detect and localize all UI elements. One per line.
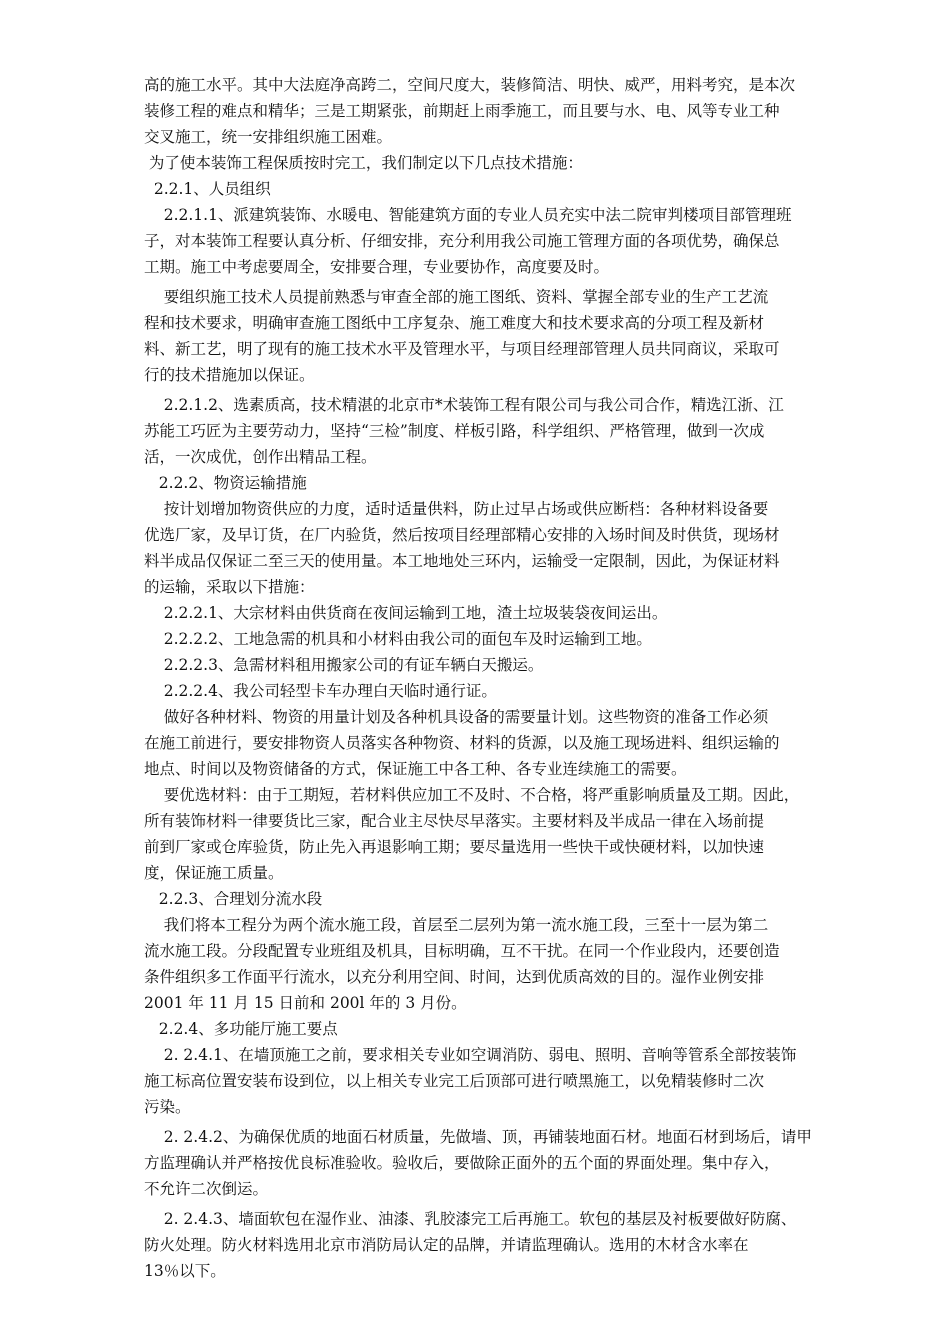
paragraph-2-2-4-2 <box>144 1124 810 1202</box>
text-line: 在施工前进行，要安排物资人员落实各种物资、材料的货源，以及施工现场进料、组织运输的 <box>144 734 780 752</box>
heading-text: 2.2.3、合理划分流水段 <box>144 890 323 908</box>
text-line: 所有装饰材料一律要货比三家，配合业主尽快尽早落实。主要材料及半成品一律在入场前提 <box>144 812 765 830</box>
text-line: 苏能工巧匠为主要劳动力，坚持“三检”制度、样板引路，科学组织、严格管理，做到一次成 <box>144 422 765 440</box>
text-line: 工期。施工中考虑要周全，安排要合理，专业要协作，高度要及时。 <box>144 258 610 276</box>
section-heading-2-2-4 <box>144 1016 810 1042</box>
text-line: 2. 2.4.1、在墙顶施工之前，要求相关专业如空调消防、弱电、照明、音响等管系全部按装饰 <box>144 1046 797 1064</box>
item-2-2-2-4 <box>144 678 810 704</box>
text-line: 2001 年 11 月 15 日前和 200l 年的 3 月份。 <box>144 994 467 1012</box>
text-line: 要组织施工技术人员提前熟悉与审查全部的施工图纸、资料、掌握全部专业的生产工艺流 <box>144 288 769 306</box>
heading-text: 2.2.1、人员组织 <box>144 180 271 198</box>
paragraph-2-2-1-1 <box>144 202 810 280</box>
document-page <box>144 72 810 1284</box>
text-line: 优选厂家，及早订货，在厂内验货，然后按项目经理部精心安排的入场时间及时供货，现场材 <box>144 526 780 544</box>
measures-intro <box>144 150 810 176</box>
text-line: 子，对本装饰工程要认真分析、仔细安排，充分利用我公司施工管理方面的各项优势，确保总 <box>144 232 780 250</box>
paragraph-usage-plan <box>144 704 810 782</box>
text-line: 2. 2.4.3、墙面软包在湿作业、油漆、乳胶漆完工后再施工。软包的基层及衬板要做好防腐、 <box>144 1210 797 1228</box>
paragraph-2-2-4-1 <box>144 1042 810 1120</box>
text-line: 流水施工段。分段配置专业班组及机具，目标明确，互不干扰。在同一个作业段内，还要创造 <box>144 942 780 960</box>
text-line: 方监理确认并严格按优良标准验收。验收后，要做除正面外的五个面的界面处理。集中存入， <box>144 1154 780 1172</box>
text-line: 污染。 <box>144 1098 191 1116</box>
text-line: 13％以下。 <box>144 1262 226 1280</box>
text-line: 程和技术要求，明确审查施工图纸中工序复杂、施工难度大和技术要求高的分项工程及新材 <box>144 314 765 332</box>
text-line: 不允许二次倒运。 <box>144 1180 269 1198</box>
paragraph-material-supply <box>144 496 810 600</box>
text-line: 施工标高位置安装布设到位，以上相关专业完工后顶部可进行喷黑施工，以免精装修时二次 <box>144 1072 765 1090</box>
paragraph-2-2-4-3 <box>144 1206 810 1284</box>
text-line: 2.2.2.1、大宗材料由供货商在夜间运输到工地，渣土垃圾装袋夜间运出。 <box>144 604 668 622</box>
text-line: 地点、时间以及物资储备的方式，保证施工中各工种、各专业连续施工的需要。 <box>144 760 687 778</box>
text-line: 按计划增加物资供应的力度，适时适量供料，防止过早占场或供应断档：各种材料设备要 <box>144 500 769 518</box>
text-line: 度，保证施工质量。 <box>144 864 284 882</box>
text-line: 条件组织多工作面平行流水，以充分利用空间、时间，达到优质高效的目的。湿作业例安排 <box>144 968 765 986</box>
heading-text: 2.2.4、多功能厅施工要点 <box>144 1020 338 1038</box>
section-heading-2-2-3 <box>144 886 810 912</box>
paragraph-2-2-1-2 <box>144 392 810 470</box>
text-line: 2. 2.4.2、为确保优质的地面石材质量，先做墙、顶，再铺装地面石材。地面石材到场后，请甲 <box>144 1128 812 1146</box>
text-line: 交叉施工，统一安排组织施工困难。 <box>144 128 393 146</box>
text-line: 2.2.2.4、我公司轻型卡车办理白天临时通行证。 <box>144 682 497 700</box>
text-line: 的运输，采取以下措施： <box>144 578 315 596</box>
text-line: 前到厂家或仓库验货，防止先入再退影响工期；要尽量选用一些快干或快硬材料，以加快速 <box>144 838 765 856</box>
paragraph-material-selection <box>144 782 810 886</box>
text-line: 2.2.1.2、选素质高，技术精湛的北京市*术装饰工程有限公司与我公司合作，精选江浙、江 <box>144 396 784 414</box>
text-line: 做好各种材料、物资的用量计划及各种机具设备的需要量计划。这些物资的准备工作必须 <box>144 708 769 726</box>
text-line: 要优选材料：由于工期短，若材料供应加工不及时、不合格，将严重影响质量及工期。因此， <box>144 786 800 804</box>
text-line: 行的技术措施加以保证。 <box>144 366 315 384</box>
text-line: 2.2.2.2、工地急需的机具和小材料由我公司的面包车及时运输到工地。 <box>144 630 652 648</box>
section-heading-2-2-1 <box>144 176 810 202</box>
item-2-2-2-3 <box>144 652 810 678</box>
item-2-2-2-1 <box>144 600 810 626</box>
text-line: 装修工程的难点和精华；三是工期紧张，前期赶上雨季施工，而且要与水、电、风等专业工种 <box>144 102 780 120</box>
text-line: 活，一次成优，创作出精品工程。 <box>144 448 377 466</box>
text-line: 2.2.2.3、急需材料租用搬家公司的有证车辆白天搬运。 <box>144 656 544 674</box>
paragraph-technical-staff <box>144 284 810 388</box>
text-line: 我们将本工程分为两个流水施工段，首层至二层列为第一流水施工段，三至十一层为第二 <box>144 916 769 934</box>
text-line: 高的施工水平。其中大法庭净高跨二，空间尺度大，装修简洁、明快、威严，用料考究，是本次 <box>144 76 796 94</box>
intro-paragraph <box>144 72 810 150</box>
paragraph-flow-sections <box>144 912 810 1016</box>
item-2-2-2-2 <box>144 626 810 652</box>
heading-text: 2.2.2、物资运输措施 <box>144 474 307 492</box>
text-line: 为了使本装饰工程保质按时完工，我们制定以下几点技术措施： <box>144 154 583 172</box>
text-line: 2.2.1.1、派建筑装饰、水暖电、智能建筑方面的专业人员充实中法二院审判楼项目部管理班 <box>144 206 792 224</box>
text-line: 料半成品仅保证二至三天的使用量。本工地地处三环内，运输受一定限制，因此，为保证材料 <box>144 552 780 570</box>
text-line: 防火处理。防火材料选用北京市消防局认定的品牌，并请监理确认。选用的木材含水率在 <box>144 1236 749 1254</box>
text-line: 料、新工艺，明了现有的施工技术水平及管理水平，与项目经理部管理人员共同商议，采取可 <box>144 340 780 358</box>
section-heading-2-2-2 <box>144 470 810 496</box>
